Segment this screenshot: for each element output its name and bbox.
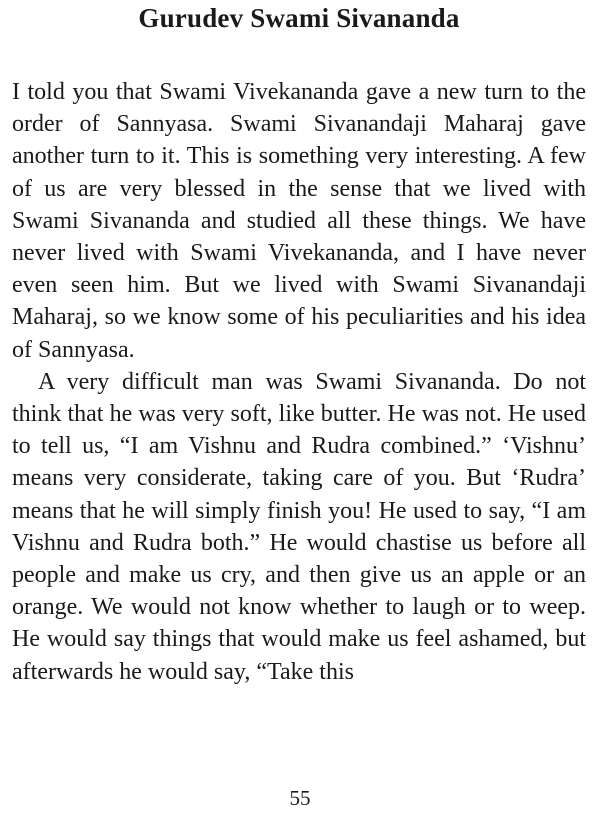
paragraph-1: I told you that Swami Vivekananda gave a new turn to the order of Sannyasa. Swami Sivanandaji Maharaj gave another turn to it. This is something very interesting. A few of us are very blessed in the sense that we lived with Swami Sivananda and studied all these things. We have never lived with Swami Vivekananda, and I have never even seen him. But we lived with Swami Sivanandaji Maharaj, so we know some of his peculiarities and his idea of Sannyasa. (12, 79, 586, 363)
page-number: 55 (289, 786, 311, 810)
running-header: Gurudev Swami Sivananda (138, 3, 460, 33)
paragraph-2: A very difficult man was Swami Sivananda. Do not think that he was very soft, like butter. He was not. He used to tell us, “I am Vishnu and Rudra combined.” ‘Vishnu’ means very considerate, taking care of you. But ‘Rudra’ means that he will simply finish you! He used to say, “I am Vishnu and Rudra both.” He would chastise us before all people and make us cry, and then give us an apple or an orange. We would not know whether to laugh or to weep. He would say things that would make us feel ashamed, but afterwards he would say, “Take this (12, 368, 586, 685)
body-text (12, 76, 586, 688)
